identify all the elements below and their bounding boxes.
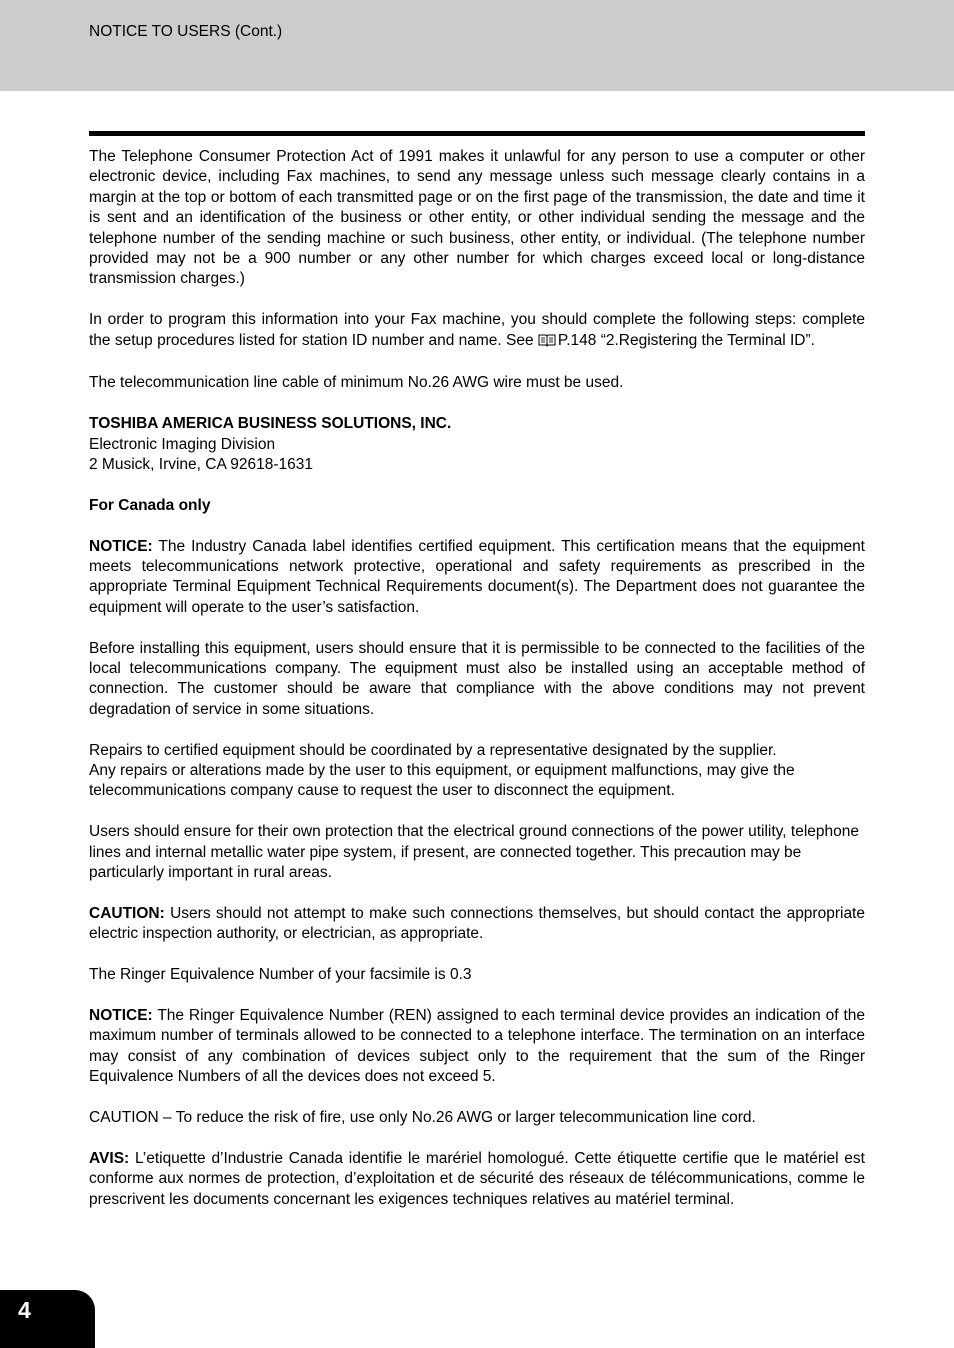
company-name: TOSHIBA AMERICA BUSINESS SOLUTIONS, INC. <box>89 415 452 433</box>
avis-label: AVIS: <box>89 1149 130 1167</box>
company-block <box>89 414 865 475</box>
caution-fire-paragraph: CAUTION – To reduce the risk of fire, use only No.26 AWG or larger telecommunication line cord. <box>89 1108 756 1126</box>
caution-connections-paragraph <box>89 904 865 945</box>
document-body <box>89 147 865 1210</box>
page-reference-link[interactable]: P.148 “2.Registering the Terminal ID”. <box>557 331 815 349</box>
ground-paragraph: Users should ensure for their own protection that the electrical ground connections of the power utility, telephone lines and internal metallic water pipe system, if present, are connected together. This precaution may be particularly important in rural areas. <box>89 823 859 882</box>
repairs-line-1: Repairs to certified equipment should be coordinated by a representative designated by the supplier. <box>89 741 777 759</box>
section-rule <box>89 131 865 136</box>
canada-heading: For Canada only <box>89 496 211 514</box>
page-number: 4 <box>18 1297 31 1323</box>
company-division: Electronic Imaging Division <box>89 435 276 453</box>
notice-certification-paragraph <box>89 537 865 619</box>
repairs-paragraph <box>89 741 865 802</box>
installing-paragraph: Before installing this equipment, users should ensure that it is permissible to be connected to the facilities of the local telecommunications company. The equipment must also be installed using an acceptable method of connection. The customer should be aware that compliance with the above conditions may not prevent degradation of service in some situations. <box>89 639 865 718</box>
notice-label: NOTICE: <box>89 1006 153 1024</box>
notice-certification-text: The Industry Canada label identifies certified equipment. This certification means that the equipment meets telecommunications network protective, operational and safety requirements as prescribed in the appropriate Terminal Equipment Technical Requirements document(s). The Department does not guarantee the equipment will operate to the user’s satisfaction. <box>89 537 865 616</box>
avis-text: L’etiquette d’Industrie Canada identifie le marériel homologué. Cette étiquette certifie que le matériel est conforme aux normes de protection, d’exploitation et de sécurité des réseaux de télécommunications, comme le prescrivent les documents concernant les exigences techniques relatives au matériel terminal. <box>89 1149 865 1208</box>
ren-value-paragraph: The Ringer Equivalence Number of your facsimile is 0.3 <box>89 966 472 984</box>
caution-label: CAUTION: <box>89 904 165 922</box>
header-title: NOTICE TO USERS (Cont.) <box>89 23 283 40</box>
avis-paragraph <box>89 1149 865 1210</box>
cable-paragraph: The telecommunication line cable of minimum No.26 AWG wire must be used. <box>89 374 624 392</box>
program-paragraph <box>89 310 865 353</box>
notice-ren-paragraph <box>89 1006 865 1088</box>
company-address: 2 Musick, Irvine, CA 92618-1631 <box>89 456 314 474</box>
notice-ren-text: The Ringer Equivalence Number (REN) assigned to each terminal device provides an indication of the maximum number of terminals allowed to be connected to a telephone interface. The termination on an interface may consist of any combination of devices subject only to the requirement that the sum of the Ringer Equivalence Numbers of all the devices does not exceed 5. <box>89 1006 865 1086</box>
page-number-tab <box>0 1290 95 1348</box>
notice-label: NOTICE: <box>89 537 153 555</box>
caution-connections-text: Users should not attempt to make such connections themselves, but should contact the appropriate electric inspection authority, or electrician, as appropriate. <box>89 904 865 943</box>
page-header <box>0 0 954 91</box>
repairs-line-2: Any repairs or alterations made by the user to this equipment, or equipment malfunctions, may give the telecommunications company cause to request the user to disconnect the equipment. <box>89 762 795 800</box>
tcpa-paragraph: The Telephone Consumer Protection Act of 1991 makes it unlawful for any person to use a computer or other electronic device, including Fax machines, to send any message unless such message clearly contains in a margin at the top or bottom of each transmitted page or on the first page of the transmission, the date and time it is sent and an identification of the business or other entity, or other individual sending the message and the telephone number of the sending machine or such business, other entity, or individual. (The telephone number provided may not be a 900 number or any other number for which charges exceed local or long-distance transmission charges.) <box>89 148 865 288</box>
program-text: In order to program this information into your Fax machine, you should complete the following steps: complete the setup procedures listed for station ID number and name. See <box>89 311 865 349</box>
book-icon <box>538 333 556 353</box>
